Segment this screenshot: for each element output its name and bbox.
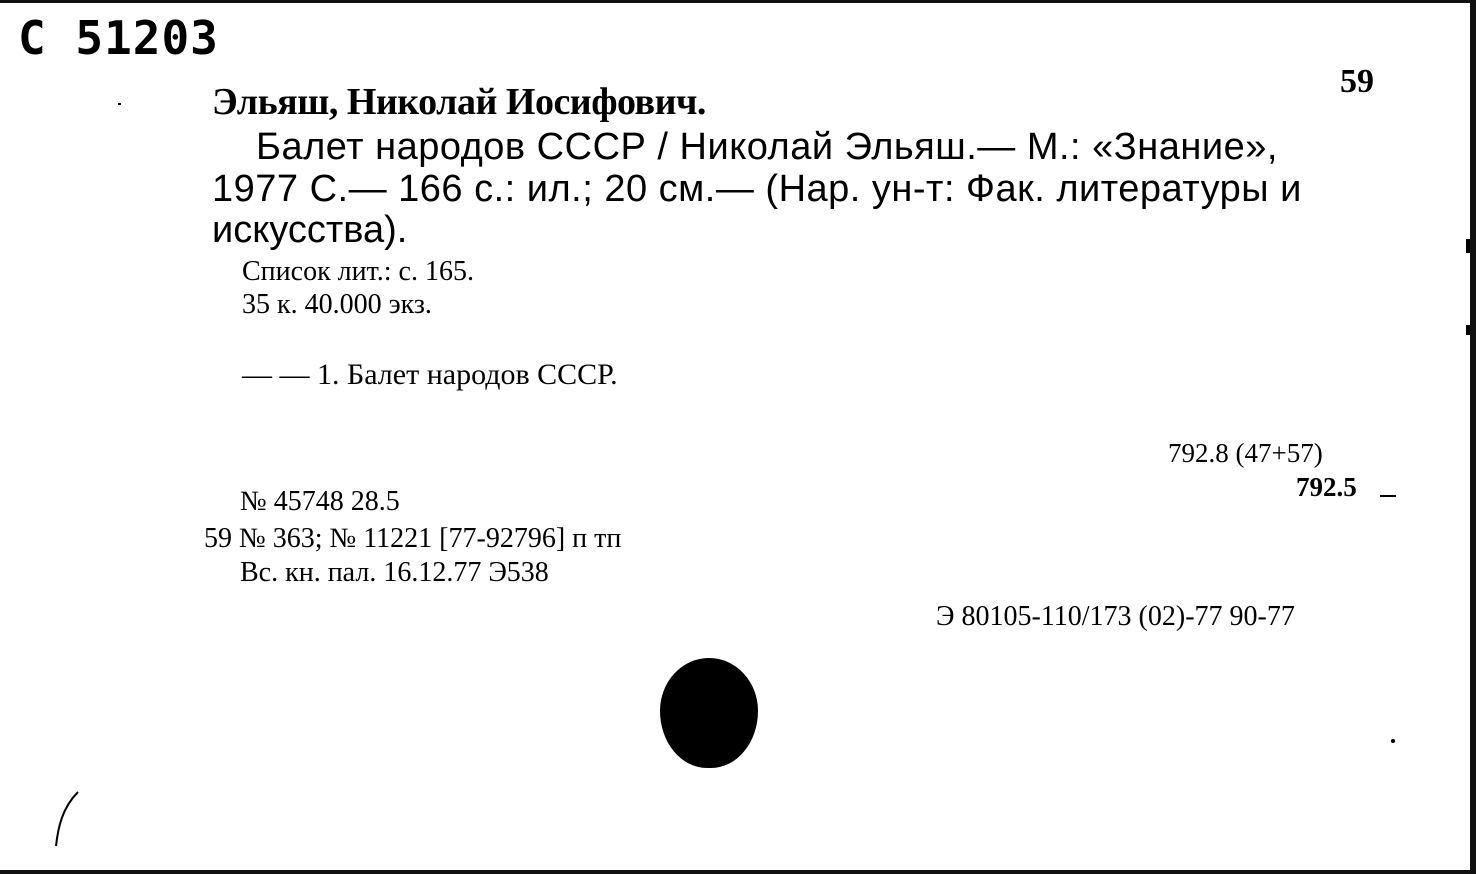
dust-speck [1391,739,1395,743]
edge-mark [1466,239,1470,253]
publisher-code: Э 80105-110/173 (02)-77 90-77 [936,601,1295,632]
chamber-record: Вс. кн. пал. 16.12.77 Э538 [240,557,549,588]
page-number: 59 [1340,63,1374,100]
price-print-run: 35 к. 40.000 экз. [242,289,432,320]
inventory-number-stamp: С 51203 [18,11,219,65]
pen-mark [52,788,82,848]
author-heading: Эльяш, Николай Иосифович. [212,81,706,123]
dash-mark [1380,495,1396,497]
subject-entry: — — 1. Балет народов СССР. [242,358,618,391]
record-number: № 45748 28.5 [240,486,400,517]
registration-numbers: 59 № 363; № 11221 [77-92796] п тп [204,523,622,554]
classification-secondary: 792.5 [1296,472,1357,502]
description-line-1: Балет народов СССР / Николай Эльяш.— М.: «Знание», [256,126,1278,168]
dust-speck [118,103,121,105]
description-line-3: искусства). [212,209,408,251]
punch-hole [660,658,758,768]
bibliography-note: Список лит.: с. 165. [242,256,474,287]
description-line-2: 1977 С.— 166 с.: ил.; 20 см.— (Нар. ун-т: Фак. литературы и [212,168,1302,210]
edge-mark [1466,325,1470,335]
classification-primary: 792.8 (47+57) [1168,438,1323,468]
